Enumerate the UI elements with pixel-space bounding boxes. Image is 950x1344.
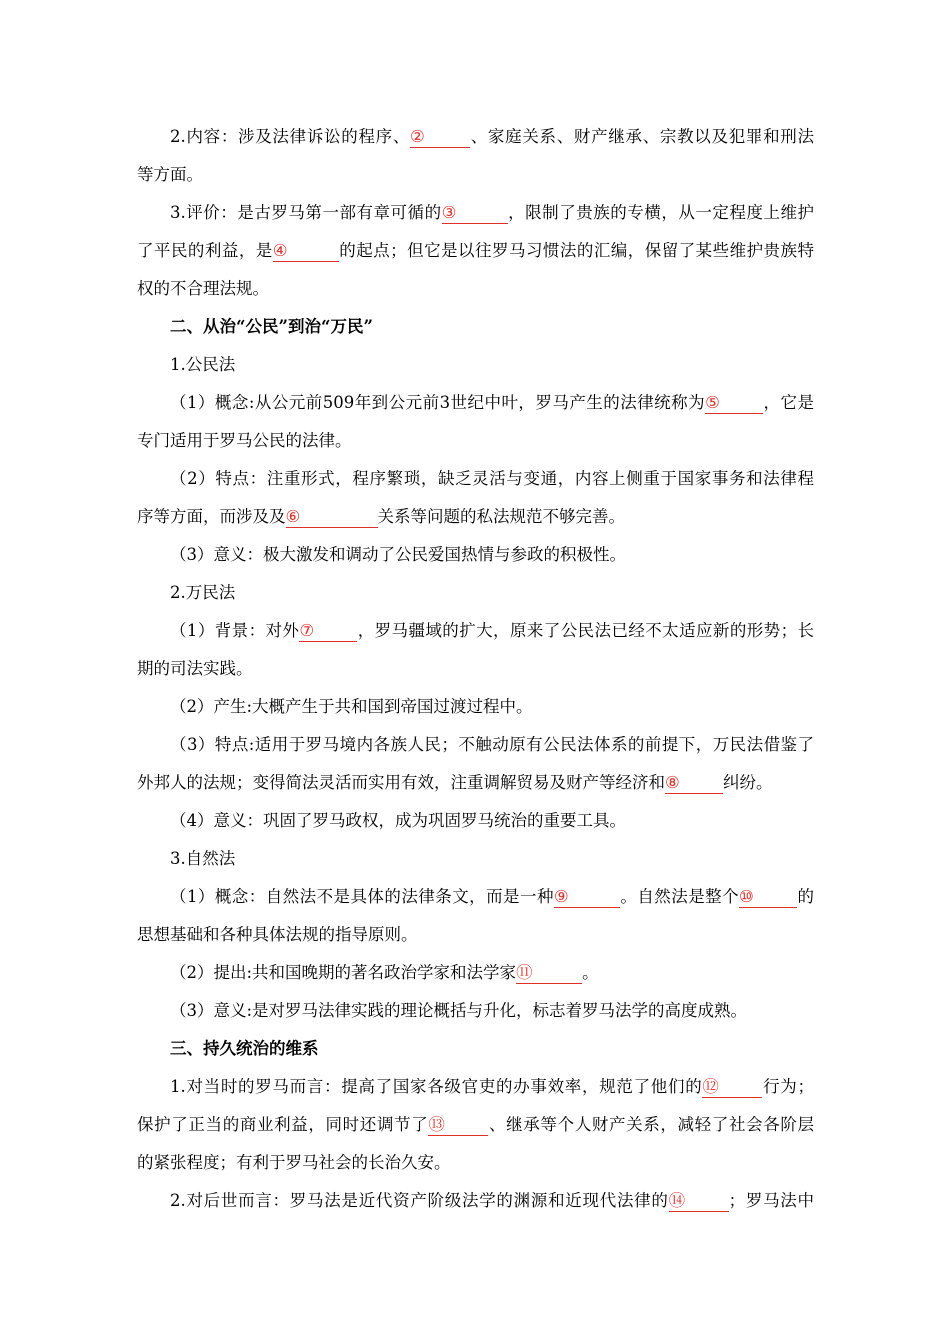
section-heading: 二、从治“公民”到治“万民” xyxy=(170,317,373,336)
paragraph-line xyxy=(137,118,814,156)
document-body xyxy=(137,118,814,1220)
paragraph-line: （3）意义:是对罗马法律实践的理论概括与升化，标志着罗马法学的高度成熟。 xyxy=(170,1001,748,1020)
text-span: 2.对后世而言：罗马法是近代资产阶级法学的渊源和近现代法律的 xyxy=(170,1191,669,1210)
fill-blank-2[interactable]: ② xyxy=(410,127,470,148)
text-span: 行为； xyxy=(762,1077,815,1096)
text-span: 。自然法是整个 xyxy=(619,887,740,906)
fill-blank-3[interactable]: ③ xyxy=(442,203,508,224)
paragraph-line xyxy=(137,384,814,422)
text-span: 了平民的利益，是 xyxy=(137,241,273,260)
paragraph-line xyxy=(137,764,814,802)
text-span: 3.评价：是古罗马第一部有章可循的 xyxy=(170,203,442,222)
text-span: （2）提出:共和国晚期的著名政治学家和法学家 xyxy=(170,963,517,982)
paragraph-line: 等方面。 xyxy=(137,165,203,184)
paragraph-line xyxy=(137,878,814,916)
text-span: 1.对当时的罗马而言：提高了国家各级官吏的办事效率，规范了他们的 xyxy=(170,1077,703,1096)
text-span: 纠纷。 xyxy=(723,773,773,792)
fill-blank-11[interactable]: ⑪ xyxy=(516,963,582,984)
paragraph-line: 思想基础和各种具体法规的指导原则。 xyxy=(137,925,418,944)
subsection-heading: 3.自然法 xyxy=(170,849,236,868)
paragraph-line xyxy=(137,1106,814,1144)
paragraph-line: 专门适用于罗马公民的法律。 xyxy=(137,431,352,450)
text-span: 序等方面，而涉及及 xyxy=(137,507,286,526)
text-span: ，它是 xyxy=(763,393,814,412)
fill-blank-9[interactable]: ⑨ xyxy=(554,887,620,908)
text-span: ，罗马疆域的扩大，原来了公民法已经不太适应新的形势；长 xyxy=(357,621,814,640)
paragraph-line xyxy=(137,498,814,536)
paragraph-line: （4）意义：巩固了罗马政权，成为巩固罗马统治的重要工具。 xyxy=(170,811,626,830)
text-span: （1）概念：自然法不是具体的法律条文，而是一种 xyxy=(170,887,554,906)
text-span: 、家庭关系、财产继承、宗教以及犯罪和刑法 xyxy=(470,127,815,146)
text-span: 的 xyxy=(797,887,814,906)
paragraph-line xyxy=(137,194,814,232)
text-span: 关系等问题的私法规范不够完善。 xyxy=(377,507,625,526)
subsection-heading: 1.公民法 xyxy=(170,355,236,374)
text-span: ，限制了贵族的专横，从一定程度上维护 xyxy=(507,203,815,222)
paragraph-line xyxy=(137,1068,814,1106)
fill-blank-10[interactable]: ⑩ xyxy=(739,887,797,908)
paragraph-line: （3）意义：极大激发和调动了公民爱国热情与参政的积极性。 xyxy=(170,545,626,564)
paragraph-line: 的紧张程度；有利于罗马社会的长治久安。 xyxy=(137,1153,451,1172)
paragraph-line: （2）特点：注重形式，程序繁琐，缺乏灵活与变通，内容上侧重于国家事务和法律程 xyxy=(170,469,814,488)
fill-blank-13[interactable]: ⑬ xyxy=(428,1115,488,1136)
text-span: 、继承等个人财产关系，减轻了社会各阶层 xyxy=(488,1115,815,1134)
fill-blank-8[interactable]: ⑧ xyxy=(665,773,723,794)
text-span: 外邦人的法规；变得简法灵活而实用有效，注重调解贸易及财产等经济和 xyxy=(137,773,665,792)
fill-blank-6[interactable]: ⑥ xyxy=(286,507,378,528)
text-span: 2.内容：涉及法律诉讼的程序、 xyxy=(170,127,411,146)
paragraph-line: （3）特点:适用于罗马境内各族人民；不触动原有公民法体系的前提下，万民法借鉴了 xyxy=(170,735,814,754)
paragraph-line: （2）产生:大概产生于共和国到帝国过渡过程中。 xyxy=(170,697,533,716)
fill-blank-7[interactable]: ⑦ xyxy=(299,621,357,642)
paragraph-line xyxy=(137,1182,814,1220)
fill-blank-12[interactable]: ⑫ xyxy=(702,1077,762,1098)
paragraph-line: 期的司法实践。 xyxy=(137,659,253,678)
paragraph-line xyxy=(137,612,814,650)
text-span: （1）背景：对外 xyxy=(170,621,300,640)
text-span: 保护了正当的商业利益，同时还调节了 xyxy=(137,1115,429,1134)
text-span: 的起点；但它是以往罗马习惯法的汇编，保留了某些维护贵族特 xyxy=(338,241,815,260)
paragraph-line: 权的不合理法规。 xyxy=(137,279,269,298)
subsection-heading: 2.万民法 xyxy=(170,583,236,602)
text-span: （1）概念:从公元前509年到公元前3世纪中叶，罗马产生的法律统称为 xyxy=(170,393,706,412)
section-heading: 三、持久统治的维系 xyxy=(170,1039,319,1058)
fill-blank-5[interactable]: ⑤ xyxy=(705,393,763,414)
text-span: 。 xyxy=(582,963,599,982)
fill-blank-14[interactable]: ⑭ xyxy=(669,1191,729,1212)
paragraph-line xyxy=(137,232,814,270)
text-span: ；罗马法中 xyxy=(728,1191,815,1210)
fill-blank-4[interactable]: ④ xyxy=(273,241,339,262)
paragraph-line xyxy=(137,954,814,992)
